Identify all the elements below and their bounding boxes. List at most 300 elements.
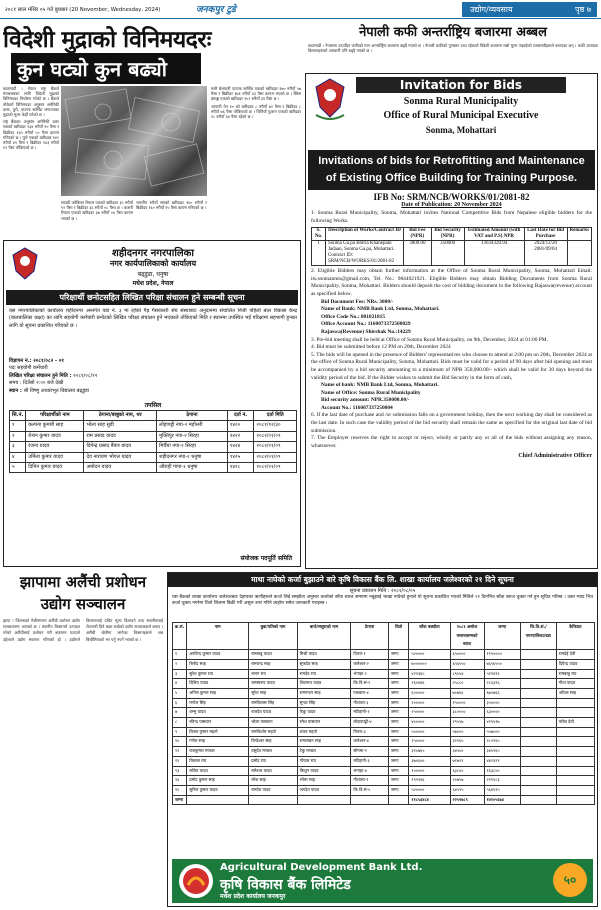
forex-col-1 — [3, 86, 59, 230]
loan-table — [172, 622, 595, 805]
cell — [520, 776, 556, 786]
bid-fee: Bid Document Fee: NRs. 3000/- — [321, 298, 394, 305]
cell: ११५०००० — [484, 650, 520, 660]
cell: ललन राय — [249, 669, 297, 679]
cell: १० — [173, 737, 187, 747]
th-remarks: Remarks — [567, 228, 591, 241]
section-label: उद्योग/व्यवसाय — [470, 5, 513, 14]
forex-headline-1: विदेशी मुद्राको विनिमयदरः — [3, 27, 211, 53]
cell: सुन्दर सिंह — [297, 698, 351, 708]
adb-date: सूचना प्रकाशन मिति : २०८१/०८/०५ — [349, 588, 416, 594]
currency-photo — [61, 86, 207, 196]
cell: ४ — [173, 679, 187, 689]
cell: शंकर महतो — [297, 727, 351, 737]
time-row: समय : दिउँसो २:०० बजे देखी — [9, 380, 64, 387]
exam-date-row: लिखित परिक्षा संचालन हुने मिति : २०८१/०८/१२ — [9, 372, 98, 379]
bank-name-en: Agricultural Development Bank Ltd. — [220, 862, 423, 873]
cell: रामस्वरुप यादव — [249, 679, 297, 689]
cell: विकास राय — [187, 756, 249, 766]
coffee-headline: नेपाली कफी अन्तर्राष्ट्रिय बजारमा अब्बल — [359, 25, 547, 40]
th: बाजे/ससुराको नाम — [297, 623, 351, 650]
office-code: Office Code No.: 801021815 — [321, 313, 386, 320]
cell: ३४५२६५ — [484, 747, 520, 757]
cell: जग्गा — [388, 747, 409, 757]
shahid-table-title: तपसिल — [144, 402, 162, 409]
cell: रामचन्द्र साह — [249, 659, 297, 669]
cell: ५००००० — [409, 785, 450, 795]
cell: रामदेव राय — [297, 669, 351, 679]
cell — [556, 708, 594, 718]
cash-amount: Bid security amount: NPR.350000.00/- — [321, 397, 410, 404]
table-row — [10, 452, 297, 462]
table-row — [173, 679, 595, 689]
cell: ९ — [173, 727, 187, 737]
cell: पिपरा-१ — [351, 650, 388, 660]
cell: ३५०००० — [484, 698, 520, 708]
cell: ७६५६५५० — [484, 659, 520, 669]
cell: ६५६५५० — [450, 659, 484, 669]
cell: ५००००० — [409, 650, 450, 660]
shahid-office: नगर कार्यपालिकाको कार्यालय — [109, 259, 197, 268]
cell: पवित्र देवी — [556, 718, 594, 728]
cell: २५०००० — [409, 708, 450, 718]
forex-col-4 — [211, 86, 301, 234]
cell: विजय कुमार महतो — [187, 727, 249, 737]
cell: दिपेन्द्र यादव — [556, 659, 594, 669]
masthead-logo: जनकपुर टुडे — [196, 5, 236, 15]
forex-para-1: काठमाडौं । नेपाल राष्ट्र बैंकले मंगलबारका लागि विदेशी मुद्राको विनिमयदर निर्धारण गरेको छ । बैंकले तोकेको विनिमयदर अनुसार अमेरिकी डलर, युरो, पाउण्ड स्टर्लिङ लगायतका मुद्राको मूल्य केही घटेको छ । — [3, 86, 59, 118]
cell: ११ — [173, 747, 187, 757]
cell: जग्गा — [388, 785, 409, 795]
table-row — [312, 241, 592, 266]
cell — [556, 766, 594, 776]
adb-banner: माथा नाघेको कर्जा बुझाउने बारे कृषि विकास बैंक लि. शाखा कार्यालय जलेश्वरको २१ दिने सूचना — [168, 573, 597, 587]
cell: विन्देश्वर साह — [249, 737, 297, 747]
cell: ५७००० — [450, 727, 484, 737]
forex-para-6: भारतीय रुपैयाँ सयको खरिददर १६० रुपैयाँ र बिक्रीदर १६० रुपैयाँ १५ पैसा कायम गरिएको छ । — [136, 200, 207, 211]
cell — [520, 718, 556, 728]
forex-article — [3, 22, 303, 238]
cell: टेकु मण्डल — [297, 747, 351, 757]
cell: जग्गा — [388, 708, 409, 718]
loan-table-header — [173, 623, 595, 650]
coffee-article — [308, 22, 598, 70]
page-number: पृष्ठ ७ — [575, 5, 591, 14]
adb-logo-icon — [178, 863, 214, 899]
cell: ५ — [173, 688, 187, 698]
bank-name-np: कृषि विकास बैंक लिमिटेड — [220, 877, 351, 893]
tender-signature: Chief Administrative Officer — [518, 453, 592, 460]
cell: जगदेव यादव — [297, 785, 351, 795]
cell: 1 — [312, 241, 326, 266]
tender-item-4: 4. Bid must be submitted before 12 PM on 20th, December 2024 — [311, 344, 451, 351]
cell: मटिहानी-३ — [351, 756, 388, 766]
tender-address: Sonma, Mohattari — [425, 125, 497, 135]
cell — [187, 795, 249, 805]
cell: २००००० — [409, 698, 450, 708]
cell: मनोज सिंह — [187, 698, 249, 708]
tender-item-5: 5. The bids will be opened in the presence of Bidders' representatives who choose to attend at 2:00 pm on 20th, December 2024 at the office of Sonma Rural Municipality, Sonma, Mohattari. Bids must be valid for a period of 90 days after bid opening and must be accompanied by a bid security amounting to a minimum of NPR 350,000.00/- which shall be valid for 30 days beyond the validity period of the bid. If the Bidder wishes to submit the Bid Security in the form of cash, — [311, 351, 592, 381]
cell: ५००००० — [409, 727, 450, 737]
cell: रामकिशोर महतो — [249, 727, 297, 737]
forex-para-4: जापानी येन १० को खरिददर ८ रुपैयाँ ७२ पैसा र बिक्रीदर ८ रुपैयाँ ७६ पैसा तोकिएको छ । चिनियाँ युआन एकको खरिददर १८ रुपैयाँ ६४ पैसा रहेको छ । — [211, 103, 301, 120]
cell: १२ — [173, 756, 187, 766]
cell: किशुन यादव — [297, 766, 351, 776]
cell: १३ — [173, 766, 187, 776]
post-row: पदः सहयोगी कर्मचारी — [9, 365, 48, 372]
shahid-name: शहीदनगर नगरपालिका — [112, 248, 194, 259]
cell: गोपाल राय — [297, 756, 351, 766]
masthead-date: २०८१ साल मंसिर ०५ गते बुधबार (20 November, Wednesday, 2024) — [5, 7, 161, 13]
cell: ४२२३६५ — [409, 669, 450, 679]
cell: रमेश पासवान — [297, 718, 351, 728]
shahid-address: बढ्डुडा, धनुषा — [137, 271, 169, 278]
cell: जग्गा — [388, 727, 409, 737]
table-row — [173, 727, 595, 737]
tender-item-3: 3. Pre-bid meeting shall be held at Office of Sonma Rural Municipality, on 9th, December, 2024 at 01:00 PM. — [311, 336, 548, 343]
th: नाम — [187, 623, 249, 650]
cell: ५११४१९ — [484, 669, 520, 679]
cell: ६००००० — [409, 688, 450, 698]
cell: वसुदेव मण्डल — [249, 747, 297, 757]
cell — [520, 698, 556, 708]
cell: दिलिप यादव — [187, 679, 249, 689]
cell — [351, 795, 388, 805]
th-estimate: Estimated Amount (with VAT and P.S) NPR — [464, 228, 524, 241]
cell: जग्गा — [388, 737, 409, 747]
cell: १४ — [173, 776, 187, 786]
tender-item-1: 1. Sonma Rural Municipality, Sonma, Mohattari invites National Competitive Bids from Nepalese eligible bidders for the following Works. — [311, 210, 592, 224]
th: बुबा/पतिको नाम — [249, 623, 297, 650]
cell: ७१७२९ — [450, 756, 484, 766]
forex-para-2: राष्ट्र बैंकका अनुसार अमेरिकी डलर एकको खरिददर १३४ रुपैयाँ ९० पैसा र बिक्रीदर १३५ रुपैयाँ ५० पैसा कायम गरिएको छ । युरो एकको खरिददर १४२ रुपैयाँ ४९ पैसा र बिक्रीदर १४३ रुपैयाँ १२ पैसा तोकिएको छ । — [3, 119, 59, 151]
cell: ८९०५४ — [450, 669, 484, 679]
cell: सुरेश साह — [249, 688, 297, 698]
cell: जग्गा — [388, 776, 409, 786]
table-row — [173, 776, 595, 786]
table-row — [173, 718, 595, 728]
shahid-committee: संयोजक पदपूर्ति समिति — [240, 555, 292, 562]
cell: १४२२ — [227, 431, 254, 441]
cell: देव नारायण भोगल यादव — [84, 452, 157, 462]
cash-office: Name of Office: Sonma Rural Municipality — [321, 389, 421, 396]
cell — [520, 688, 556, 698]
cell: रविन्द्र पासवान — [187, 718, 249, 728]
cell: रंजना यादव — [26, 442, 84, 452]
cell: फेकु यादव — [297, 708, 351, 718]
cell — [556, 737, 594, 747]
cell: ५६४५२५ — [484, 785, 520, 795]
cell: दिपेन्द्र प्रसाद बैंवार यादव — [84, 442, 157, 452]
cell: कि.वि.सं-९ — [351, 679, 388, 689]
cell: ५५७००० — [484, 727, 520, 737]
tender-ifb: IFB No: SRM/NCB/WORKS/01/2081-82 — [373, 192, 530, 202]
cell: शम्भु यादव — [187, 708, 249, 718]
ad-number-row: विज्ञापन नं.: २०८१/०८२ - ०१ — [9, 358, 64, 364]
tender-table-header — [312, 228, 592, 241]
tender-notice — [305, 73, 598, 569]
tender-title: Invitation for Bids — [356, 77, 566, 93]
cell: 2024/12/20 2081/09/04 — [524, 241, 567, 266]
cell: रोशन कुमार यादव — [26, 431, 84, 441]
tender-banner: Invitations of bids for Retrofitting and Maintenance of Existing Office Building for Training Purpose. — [308, 150, 595, 190]
cell: लोहापट्टी नपा-२ महोत्तरी — [157, 421, 228, 431]
cell: शिवनाथ यादव — [297, 679, 351, 689]
th: परिक्षार्थीको नाम — [26, 411, 84, 421]
cell: सुरेश कुमार राय — [187, 669, 249, 679]
cell: 13634320.94 — [464, 241, 524, 266]
shahid-banner: परिक्षार्थी छनोटसहित लिखित परिक्षा संचालन हुने सम्बन्धी सूचना — [6, 290, 298, 305]
cell: जलेश्वर-४ — [351, 737, 388, 747]
cash-account: Account No.: 116007337250004 — [321, 404, 393, 411]
th-sno: S. No. — [312, 228, 326, 241]
cell: रामबाबु यादव — [249, 650, 297, 660]
cell: दिपिन कुमार यादव — [26, 463, 84, 473]
cell: १००००० — [409, 766, 450, 776]
cell: २५८८० — [450, 679, 484, 689]
cell — [520, 650, 556, 660]
cash-bank: Name of bank: NMB Bank Ltd, Sonma, Mohattari. — [321, 382, 439, 389]
jhapa-body: झापा । जिल्लाको मेचीनगरमा अलैंची प्रशोधन उद्योग सञ्चालनमा आएको छ । स्थानीय किसानले उत्पादन गरेको अलैंचीलाई प्रशोधन गरी बजारमा पठाउने उद्देश्यले उद्योग स्थापना गरिएको हो । उद्योगले किसानलाई उचित मूल्य दिलाउने तथा स्थानीयलाई रोजगारी दिने लक्ष्य राखेको उद्योग सञ्चालकले बताए । अलैंची खेतीमा लागेका किसानहरूले अब बिचौलियाको भर पर्नु नपर्ने भएको छ । — [3, 618, 163, 642]
loan-rows — [173, 650, 595, 805]
cell: १५ — [173, 785, 187, 795]
cell: रामविलास सिंह — [249, 698, 297, 708]
th: सि.नं. — [10, 411, 26, 421]
cell: ३७०६०० — [409, 756, 450, 766]
cell: अरविन्द कुमार यादव — [187, 650, 249, 660]
cell: ३४५०० — [450, 747, 484, 757]
cell: जग्गा — [388, 679, 409, 689]
masthead — [0, 0, 601, 19]
tender-item-6: 6. If the last date of purchase and /or submission falls on a government holiday, then the next working day shall be considered as the last date. In such case the validity period of the bid security shall remain the same as specified for the original last date of bid submission. — [311, 412, 592, 434]
cell: ६३८०० — [450, 766, 484, 776]
th: ठेगाना/बाबुको नाम, थर — [84, 411, 157, 421]
table-row — [173, 669, 595, 679]
cell: आँचल साह — [556, 688, 594, 698]
table-row — [173, 650, 595, 660]
cell: १६३८०० — [484, 766, 520, 776]
coffee-body: काठमाडौं । नेपालमा उत्पादित कफीको माग अन्तर्राष्ट्रिय बजारमा बढ्दै गएको छ । नेपाली कफीको गुणस्तर उच्च रहेकाले विदेशी बजारमा राम्रो मूल्य पाइरहेको व्यवसायीहरूले बताएका छन् । कफी उत्पादक किसानहरूको आम्दानी पनि बढ्दै गएको छ । — [308, 43, 598, 54]
tender-date: Date of Publication: 20 November 2024 — [401, 202, 502, 208]
tender-table — [311, 227, 592, 266]
cell: भंगाहा-२ — [351, 669, 388, 679]
forex-col-3 — [136, 200, 207, 234]
cell: राजदेव यादव — [249, 708, 297, 718]
cell: रामनन्दन साह — [297, 688, 351, 698]
cell — [520, 737, 556, 747]
shahidnagar-notice — [3, 240, 301, 567]
tender-item-2: 2. Eligible Bidders may obtain further information at the Office of Sonma Rural Municipality, Sonma, Mohattari Email: its.sonmanmn@gmail.com, Tel. No.: 9844021921. Eligible Bidders may obtain Bidding Documents from Sonma Rural Municipality, Sonma, Mohattari. Bidders should deposit the cost of bidding document in the following Rajaswa(revenue) account as specified below. — [311, 268, 592, 297]
table-row — [173, 659, 595, 669]
cell — [297, 795, 351, 805]
cell: कल्पना कुमारी साह — [26, 421, 84, 431]
cell: जग्गा — [388, 718, 409, 728]
cell: २०८२/०१/०९ — [254, 431, 297, 441]
cell: Sonma Ga.pa Bhitra Khanepani Jadaan, Sonma Ga.pa, Mohattari. Contract ID: SRM/NCB/WORKS/01/2081-82 — [326, 241, 404, 266]
cell: ११८५३४८४ — [409, 795, 450, 805]
adb-branch-label: मधेश प्रदेश कार्यालय जनकपुर — [220, 893, 286, 900]
cell: २८६३२६ — [484, 679, 520, 689]
cell: ४ — [10, 452, 26, 462]
cell — [567, 241, 591, 266]
cell: जम्मा — [173, 795, 187, 805]
cell: २ — [173, 659, 187, 669]
cell: २६०४४६ — [409, 679, 450, 689]
cell: १४१०५६७३ — [484, 795, 520, 805]
cell — [520, 766, 556, 776]
table-row — [173, 766, 595, 776]
cell — [556, 756, 594, 766]
cell: रामलखन साह — [297, 737, 351, 747]
th: धितो — [388, 623, 409, 650]
th-security: Bid Security (NPR) — [431, 228, 464, 241]
bank-name: Name of Bank: NMB Bank Ltd, Sonma, Mohattari. — [321, 306, 440, 313]
cell: ६ — [173, 698, 187, 708]
cell — [556, 776, 594, 786]
cell: जग्गा — [388, 698, 409, 708]
cell — [520, 727, 556, 737]
cell — [520, 669, 556, 679]
venue-row: स्थान : श्री विष्णु आधारभूत विद्यालय बढ्डुडा — [9, 387, 89, 394]
cell: जग्गा — [388, 688, 409, 698]
cell: शहीदनगर नपा-२ धनुषा — [157, 452, 228, 462]
table-row — [10, 421, 297, 431]
table-row — [173, 698, 595, 708]
candidate-table-header — [10, 411, 297, 421]
cell: १४२८ — [227, 463, 254, 473]
tender-office: Office of Rural Municipal Executive — [383, 110, 539, 121]
cell: जग्गा — [388, 756, 409, 766]
cell: ३ — [10, 442, 26, 452]
shahid-details — [9, 358, 297, 395]
cell: ७०७६६ — [450, 688, 484, 698]
cell: २५०००० — [409, 737, 450, 747]
jhapa-headline-2: उद्योग सञ्चालन — [40, 595, 126, 613]
cell: 350000 — [431, 241, 464, 266]
cell: लोहारपट्टी-४ — [351, 718, 388, 728]
cell: ७०००००० — [409, 659, 450, 669]
cell — [388, 795, 409, 805]
cell: २ — [10, 431, 26, 441]
cell: भोला पासवान — [249, 718, 297, 728]
cell: मिर्चैया नपा-२ सिरहा — [157, 442, 228, 452]
th: जि.वि.सं./नगरपालिका/वडा — [520, 623, 556, 650]
th-lastdate: Last Date for Bid Purchase — [524, 228, 567, 241]
cell: मुक्तिपुर नपा-२ सिरहा — [157, 431, 228, 441]
cell: ३२१६५ — [450, 737, 484, 747]
cell: रामबाबु राय — [556, 669, 594, 679]
tender-body — [306, 208, 597, 463]
cell — [520, 785, 556, 795]
office-account: Office Account No.: 1160073372500029 — [321, 321, 411, 328]
cell: प्रमोद कुमार साह — [187, 776, 249, 786]
anniversary-badge — [553, 863, 587, 897]
cell — [520, 679, 556, 689]
tender-item-7: 7. The Employer reserves the right to accept or reject, wholly or partly any or all of the bids without assigning any reason, whatsoever. — [311, 435, 592, 449]
cell: भोला साह — [297, 776, 351, 786]
cell: ८ — [173, 718, 187, 728]
cell — [520, 795, 556, 805]
cell — [556, 727, 594, 737]
cell: भंगाहा-४ — [351, 766, 388, 776]
th-fee: Bid Fee (NPR) — [404, 228, 432, 241]
th: ठेगाना — [157, 411, 228, 421]
cell: जलेश्वर-२ — [351, 659, 388, 669]
cell — [556, 747, 594, 757]
anniversary-years: ५० — [563, 873, 577, 887]
th: क्र.सं. — [173, 623, 187, 650]
cell: सोनमा-१ — [351, 747, 388, 757]
forex-para-5: साउदी अरेबियन रियाल एकको खरिददर ३५ रुपैयाँ ९२ पैसा र बिक्रीदर ३६ रुपैयाँ ०८ पैसा छ । कतारी रियाल एकको खरिददर ३७ रुपैयाँ ०४ पैसा कायम भएको छ । — [61, 200, 133, 221]
th: साँवा बक्यौता — [409, 623, 450, 650]
cell — [520, 659, 556, 669]
cell: 3000.00 — [404, 241, 432, 266]
cell: २०८१/१२/३० — [254, 421, 297, 431]
th: ठेगाना — [351, 623, 388, 650]
cell: २८२१६५ — [484, 737, 520, 747]
cell: २०८२/०१/०९ — [254, 442, 297, 452]
cell: २०७५७ — [450, 776, 484, 786]
th-desc: Description of Works/Contract ID — [326, 228, 404, 241]
cell: पिपरा-३ — [351, 727, 388, 737]
cell: गीता यादव — [556, 679, 594, 689]
table-row — [173, 737, 595, 747]
table-row — [10, 431, 297, 441]
cell: ६५०००० — [450, 650, 484, 660]
th: कैफियत — [556, 623, 594, 650]
table-row — [173, 708, 595, 718]
th: २०८१ असोज मसान्तसम्मको ब्याज — [450, 623, 484, 650]
adb-footer — [172, 859, 593, 903]
th: दर्ता मिति — [254, 411, 297, 421]
cell: १ — [10, 421, 26, 431]
jhapa-headline-1: झापामा अलैंची प्रशोधन — [19, 573, 147, 591]
cell: ४००००० — [409, 718, 450, 728]
cell: जग्गा — [388, 659, 409, 669]
cell — [520, 708, 556, 718]
cell — [520, 756, 556, 766]
cell: जग्गा — [388, 766, 409, 776]
cell: गौशाला-१ — [351, 776, 388, 786]
cell: १४२४ — [227, 442, 254, 452]
cell: ३१०७६५ — [409, 747, 450, 757]
cell: औराही गापा-१ धनुषा — [157, 463, 228, 473]
cell: सुनिल कुमार यादव — [187, 785, 249, 795]
cell: राजकुमार मण्डल — [187, 747, 249, 757]
candidate-table — [9, 410, 297, 473]
revenue-head: Rajaswa(Revenue) Shirshak No.:14229 — [321, 328, 411, 335]
cell: कि.वि.सं-५ — [351, 785, 388, 795]
cell — [556, 795, 594, 805]
shahid-body: यस नगरपालिकाको कार्यालय शहीदनगर अन्तर्गत वडा नं. ३ मा रहेको गैह्र गैसरकारी संघ संस्थाबाट अनुदानमा संचालित निजी पहिलो बाल विकास केन्द्र (बालबालिका कक्षा) का लागि सहयोगी कर्मचारी छनोटको लिखित परिक्षा संचालन हुने भएकाले तोकिएको मिति र स्थानमा उपस्थित भई परिक्षामा सहभागी हुनका लागि यो सूचना प्रकाशित गरिएको छ । — [9, 308, 297, 329]
cell: २२५२७८९ — [450, 795, 484, 805]
table-row — [173, 747, 595, 757]
cell: ३८०००० — [450, 708, 484, 718]
cell: १९९२४६ — [409, 776, 450, 786]
nepal-emblem-icon — [310, 77, 350, 121]
shahid-province: मधेश प्रदेश, नेपाल — [132, 280, 174, 287]
cell: रामदेव यादव — [249, 785, 297, 795]
cell: एकडारा-४ — [351, 688, 388, 698]
cell: अनिल कुमार साह — [187, 688, 249, 698]
th: जम्मा — [484, 623, 520, 650]
cell: बिनोद साह — [187, 659, 249, 669]
table-row — [173, 785, 595, 795]
cell: सुकदेव साह — [297, 659, 351, 669]
cell: मिश्री यादव — [297, 650, 351, 660]
cell: गणेश साह — [187, 737, 249, 747]
cell: ६७०७६६ — [484, 688, 520, 698]
